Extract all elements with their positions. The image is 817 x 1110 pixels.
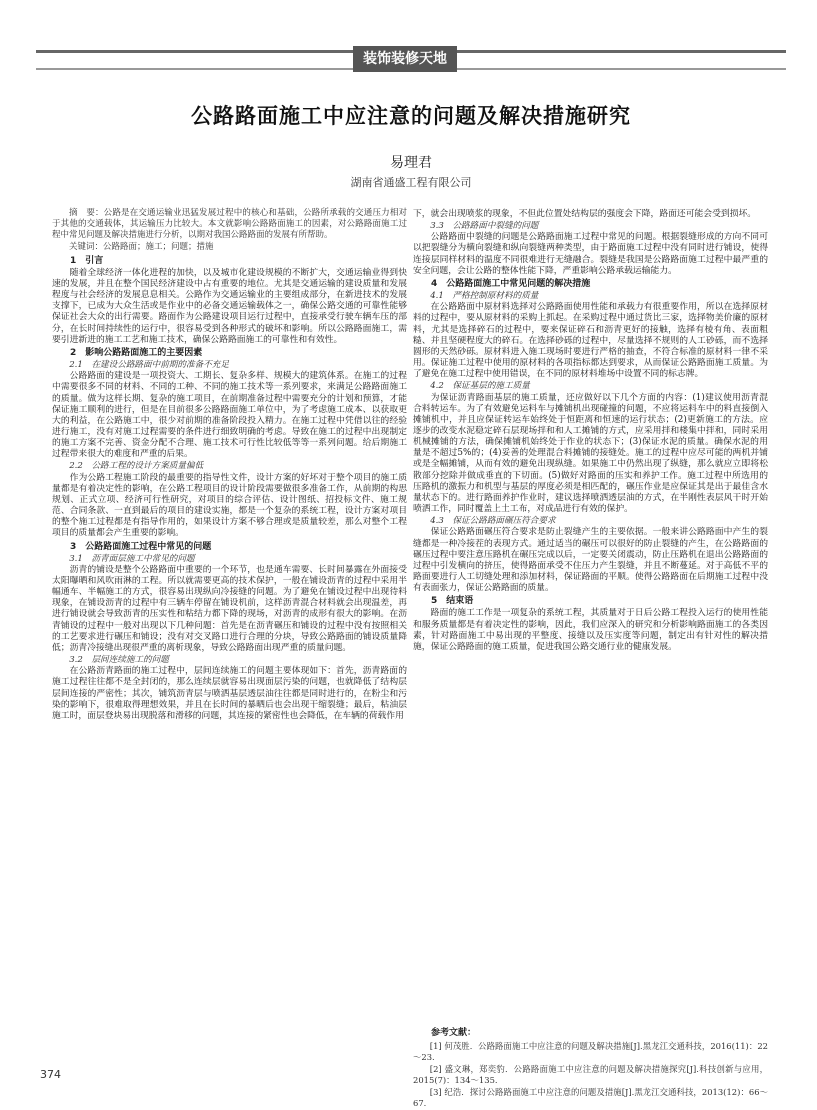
reference-item: [1] 何茂胜．公路路面施工中应注意的问题及解决措施[J].黑龙江交通科技，2016(11)：22～23. xyxy=(413,1041,768,1062)
section-heading: 3 公路路面施工过程中常见的问题 xyxy=(70,541,212,552)
paragraph: 公路路面中裂缝的问题是公路路面施工过程中常见的问题。根据裂缝形成的方向不同可以把裂缝分为横向裂缝和纵向裂缝两种类型，由于路面施工过程中没有同时进行铺设，使得连接层同样材料的温度不同很难进行无缝融合。裂缝是我国是公路路面施工过程中最严重的安全问题，会让公路的整体性能下降，严重影响公路承载运输能力。 xyxy=(413,232,768,276)
paragraph: 为保证沥青路面基层的施工质量，还应做好以下几个方面的内容：(1)建议使用沥青混合料转运车。为了有效避免运料车与摊铺机出现碰撞的问题，不应将运料车中的料直接倒入摊铺机中，并且应保证转运车始终处于恒距离和恒速的运行状态；(2)更新施工的方法。应逐步的改变水泥稳定碎石层现场拌和和人工摊铺的方式，应采用拌和楼集中拌和，同时采用机械摊铺的方法，确保摊铺机始终处于作业的状态下；(3)保证水泥的质量。确保水泥的用量是不超过5%的；(4)妥善的处理混合料摊铺的接缝处。施工的过程中应尽可能的两机并铺或是全幅摊铺，从而有效的避免出现纵缝。如果施工中仍然出现了纵缝，那么就应立即将松散部分挖除并做成垂直的下切面。(5)做好对路面的压实和养护工作。施工过程中所选用的压路机的激振力和机型与基层的厚度必须是相匹配的，碾压作业是应保证其是出于最佳含水量状态下的。进行路面养护作业时，建议选择喷洒透层油的方式，在半刚性表层风干时开始喷洒工作，同时覆盖上土工布，对成品进行有效的保护。 xyxy=(413,392,768,515)
page-number: 374 xyxy=(40,1068,61,1081)
paragraph: 路面的施工工作是一项复杂的系统工程，其质量对于日后公路工程投入运行的使用性能和服务质量都是有着决定性的影响，因此，我们应深入的研究和分析影响路面施工的各类因素，针对路面施工中易出现的平整度、接缝以及压实度等问题，制定出有针对性的解决措施，保证公路路面的施工质量，促进我国公路交通行业的健康发展。 xyxy=(413,608,768,652)
right-column xyxy=(413,209,768,653)
references-title: 参考文献： xyxy=(431,1028,477,1038)
paragraph: 作为公路工程施工阶段的最重要的指导性文件，设计方案的好坏对于整个项目的施工质量都是有着决定性的影响，在公路工程项目的设计阶段需要做很多准备工作，从前期的构思规划、正式立项、经济可行性研究，对项目的综合评估、设计图纸、招投标文件、施工规范、合同条款、一直到最后的项目的建设实施，都是一个复杂的系统工程，设计方案对项目的整个施工过程都是有指导作用的，如果设计方案不够合理或是质量较差，那么对整个工程项目的质量都会产生重要的影响。 xyxy=(52,472,407,539)
section-header xyxy=(36,46,786,74)
subsection-heading: 3.3 公路路面中裂缝的问题 xyxy=(430,221,539,232)
reference-item: [3] 纪浩．探讨公路路面施工中应注意的问题及措施[J].黑龙江交通科技，2013(12)：66～67. xyxy=(413,1087,768,1108)
paragraph: 在公路沥青路面的施工过程中，层间连续施工的问题主要体现如下：首先，沥青路面的施工过程往往都不是全封闭的，那么连续层就容易出现面层污染的问题，也就降低了结构层层间连接的严密性；其次，铺筑沥青层与喷洒基层透层油往往都是同时进行的，在粉尘和污染的影响下，很难取得理想效果，并且在长时间的暴晒后也会出现干缩裂缝；最后，粘油层施工时，面层登块易出现脱落和滑移的问题，其连接的紧密性也会降低，在车辆的荷载作用 xyxy=(52,666,407,721)
section-heading: 4 公路路面施工中常见问题的解决措施 xyxy=(431,278,591,289)
section-heading: 5 结束语 xyxy=(431,596,474,607)
article-author: 易理君 xyxy=(390,155,432,171)
paragraph: 公路路面的建设是一项投资大、工期长、复杂多样、规模大的建筑体系。在施工的过程中需要很多不同的材料、不同的工种、不同的施工技术等一系列要求，来满足公路路面施工的质量。做为这样长期、复杂的施工项目，在前期准备过程中需要充分的计划和预算，才能保证施工顺利的进行，但是在目前很多公路路面施工单位中，为了考虑施工成本、以获取更大的利益，在公路施工中，很少对前期的准备阶段投入精力。在施工过程中凭借以往的经验进行施工，没有对施工过程需要的条件进行细致明确的考虑。导致在施工的过程中出现制定的施工方案不完善、资金分配不合理、施工技术可行性比较低等等一系列问题。给后期施工过程带来很大的难度和严重的后果。 xyxy=(52,371,407,460)
keywords: 关键词：公路路面；施工；问题；措施 xyxy=(69,242,214,253)
subsection-heading: 4.3 保证公路路面碾压符合要求 xyxy=(430,516,556,527)
paragraph: 保证公路路面碾压符合要求是防止裂缝产生的主要依据。一般来讲公路路面中产生的裂缝都是一种冷接茬的表现方式。通过适当的碾压可以很好的防止裂缝的产生，在公路路面的碾压过程中要注意压路机在碾压完成以后，一定要关闭震动，防止压路机在退出公路路面的过程中引发横向的挤压，使得路面承受不住压力产生裂缝，并且不断蔓延。对于高低不平的路面要进行人工切缝处理和添加材料，保证路面的平顺。使得公路路面在后期施工过程中没有表面张力，保证公路路面的质量。 xyxy=(413,527,768,594)
paragraph: 沥青的铺设是整个公路路面中重要的一个环节，也是通车需要、长时间暴露在外面接受太阳曝晒和风吹雨淋的工程。所以就需要更高的技术保护，一般在铺设沥青的过程中采用半幅通车、半幅施工的方式，很容易出现纵向冷接缝的问题。为了避免在铺设过程中出现待料现象，在铺设沥青的过程中有三辆车停留在铺设机前，这样沥青混合材料就会出现温差，再进行铺设就会导致沥青的压实性和粘结力都下降的现场，对沥青的成形有很大的影响。在沥青铺设的过程中一般对出现以下几种问题：首先是在沥青碾压和铺设的过程中没有按照相关的工艺要求进行碾压和铺设；没有对交叉路口进行合理的分块，导致公路路面的铺设质量降低；沥青冷接缝出现很严重的离析现象，导致公路路面出现严重的质量问题。 xyxy=(52,564,407,653)
section-label: 装饰装修天地 xyxy=(353,46,457,72)
references xyxy=(413,1028,768,1110)
subsection-heading: 3.2 层间连续施工的问题 xyxy=(69,655,169,666)
subsection-heading: 2.1 在建设公路路面中前期的准备不充足 xyxy=(69,360,229,371)
paragraph-continued: 下，就会出现喷浆的现象，不但此位置处结构层的强度会下降，路面还可能会受到损坏。 xyxy=(413,209,757,219)
abstract: 摘 要：公路是在交通运输业迅猛发展过程中的核心和基础，公路所承载的交通压力相对于其他的交通载体，其运输压力比较大。本文就影响公路路面施工的因素，对公路路面施工过程中常见问题及解决措施进行分析，以期对我国公路路面的发展有所帮助。 xyxy=(52,208,407,241)
left-column xyxy=(52,208,407,722)
section-heading: 1 引言 xyxy=(70,255,104,266)
paragraph: 随着全球经济一体化进程的加快，以及城市化建设规模的不断扩大，交通运输业得到快速的发展，并且在整个国民经济建设中占有重要的地位。尤其是交通运输的建设质量和发展程度与社会经济的发展息息相关。公路作为交通运输业的主要组成部分，在新进技术的发展支撑下，已成为大众生活或是作业中的必备交通运输载体之一，确保公路交通的可靠性能够保证社会大众的出行需要。路面作为公路建设项目运行过程中，直接承受行驶车辆车压的部分，在长时间持续性的运行中，很容易受到各种形式的破坏和影响。所以公路路面施工，需要引进新进的施工工艺和施工技术，确保公路路面施工的可靠性和有效性。 xyxy=(52,267,407,345)
section-heading: 2 影响公路路面施工的主要因素 xyxy=(70,347,203,358)
paragraph: 在公路路面中原材料选择对公路路面使用性能和承载力有很重要作用，所以在选择原材料的过程中，要从原材料的采购上抓起。在采购过程中通过货比三家，选择物美价廉的原材料，尤其是选择碎石的过程中，要来保证碎石和沥青更好的接触，选择有棱有角、表面粗糙、并且坚硬程度大的碎石。在选择砂砾的过程中，尽量选择不规则的人工砂砾，而不选择圆形的天然砂砾。原材料进入施工现场时要进行严格的抽查，不符合标准的原材料一律不采用。保证施工过程中使用的原材料的各项指标都达到要求，从而保证公路路面施工质量。为了避免在施工过程中使用错误，在不同的原材料堆场中设置不同的标志牌。 xyxy=(413,302,768,380)
subsection-heading: 3.1 沥青面层施工中常见的问题 xyxy=(69,553,195,564)
subsection-heading: 2.2 公路工程的设计方案质量偏低 xyxy=(69,461,204,472)
reference-item: [2] 盛文琳，郑奕豹．公路路面施工中应注意的问题及解决措施探究[J].科技创新与应用，2015(7)：134～135. xyxy=(413,1064,768,1085)
subsection-heading: 4.1 严格控制原材料的质量 xyxy=(430,291,539,302)
author-affiliation: 湖南省通盛工程有限公司 xyxy=(350,176,472,189)
subsection-heading: 4.2 保证基层的施工质量 xyxy=(430,381,530,392)
article-title: 公路路面施工中应注意的问题及解决措施研究 xyxy=(191,104,631,128)
